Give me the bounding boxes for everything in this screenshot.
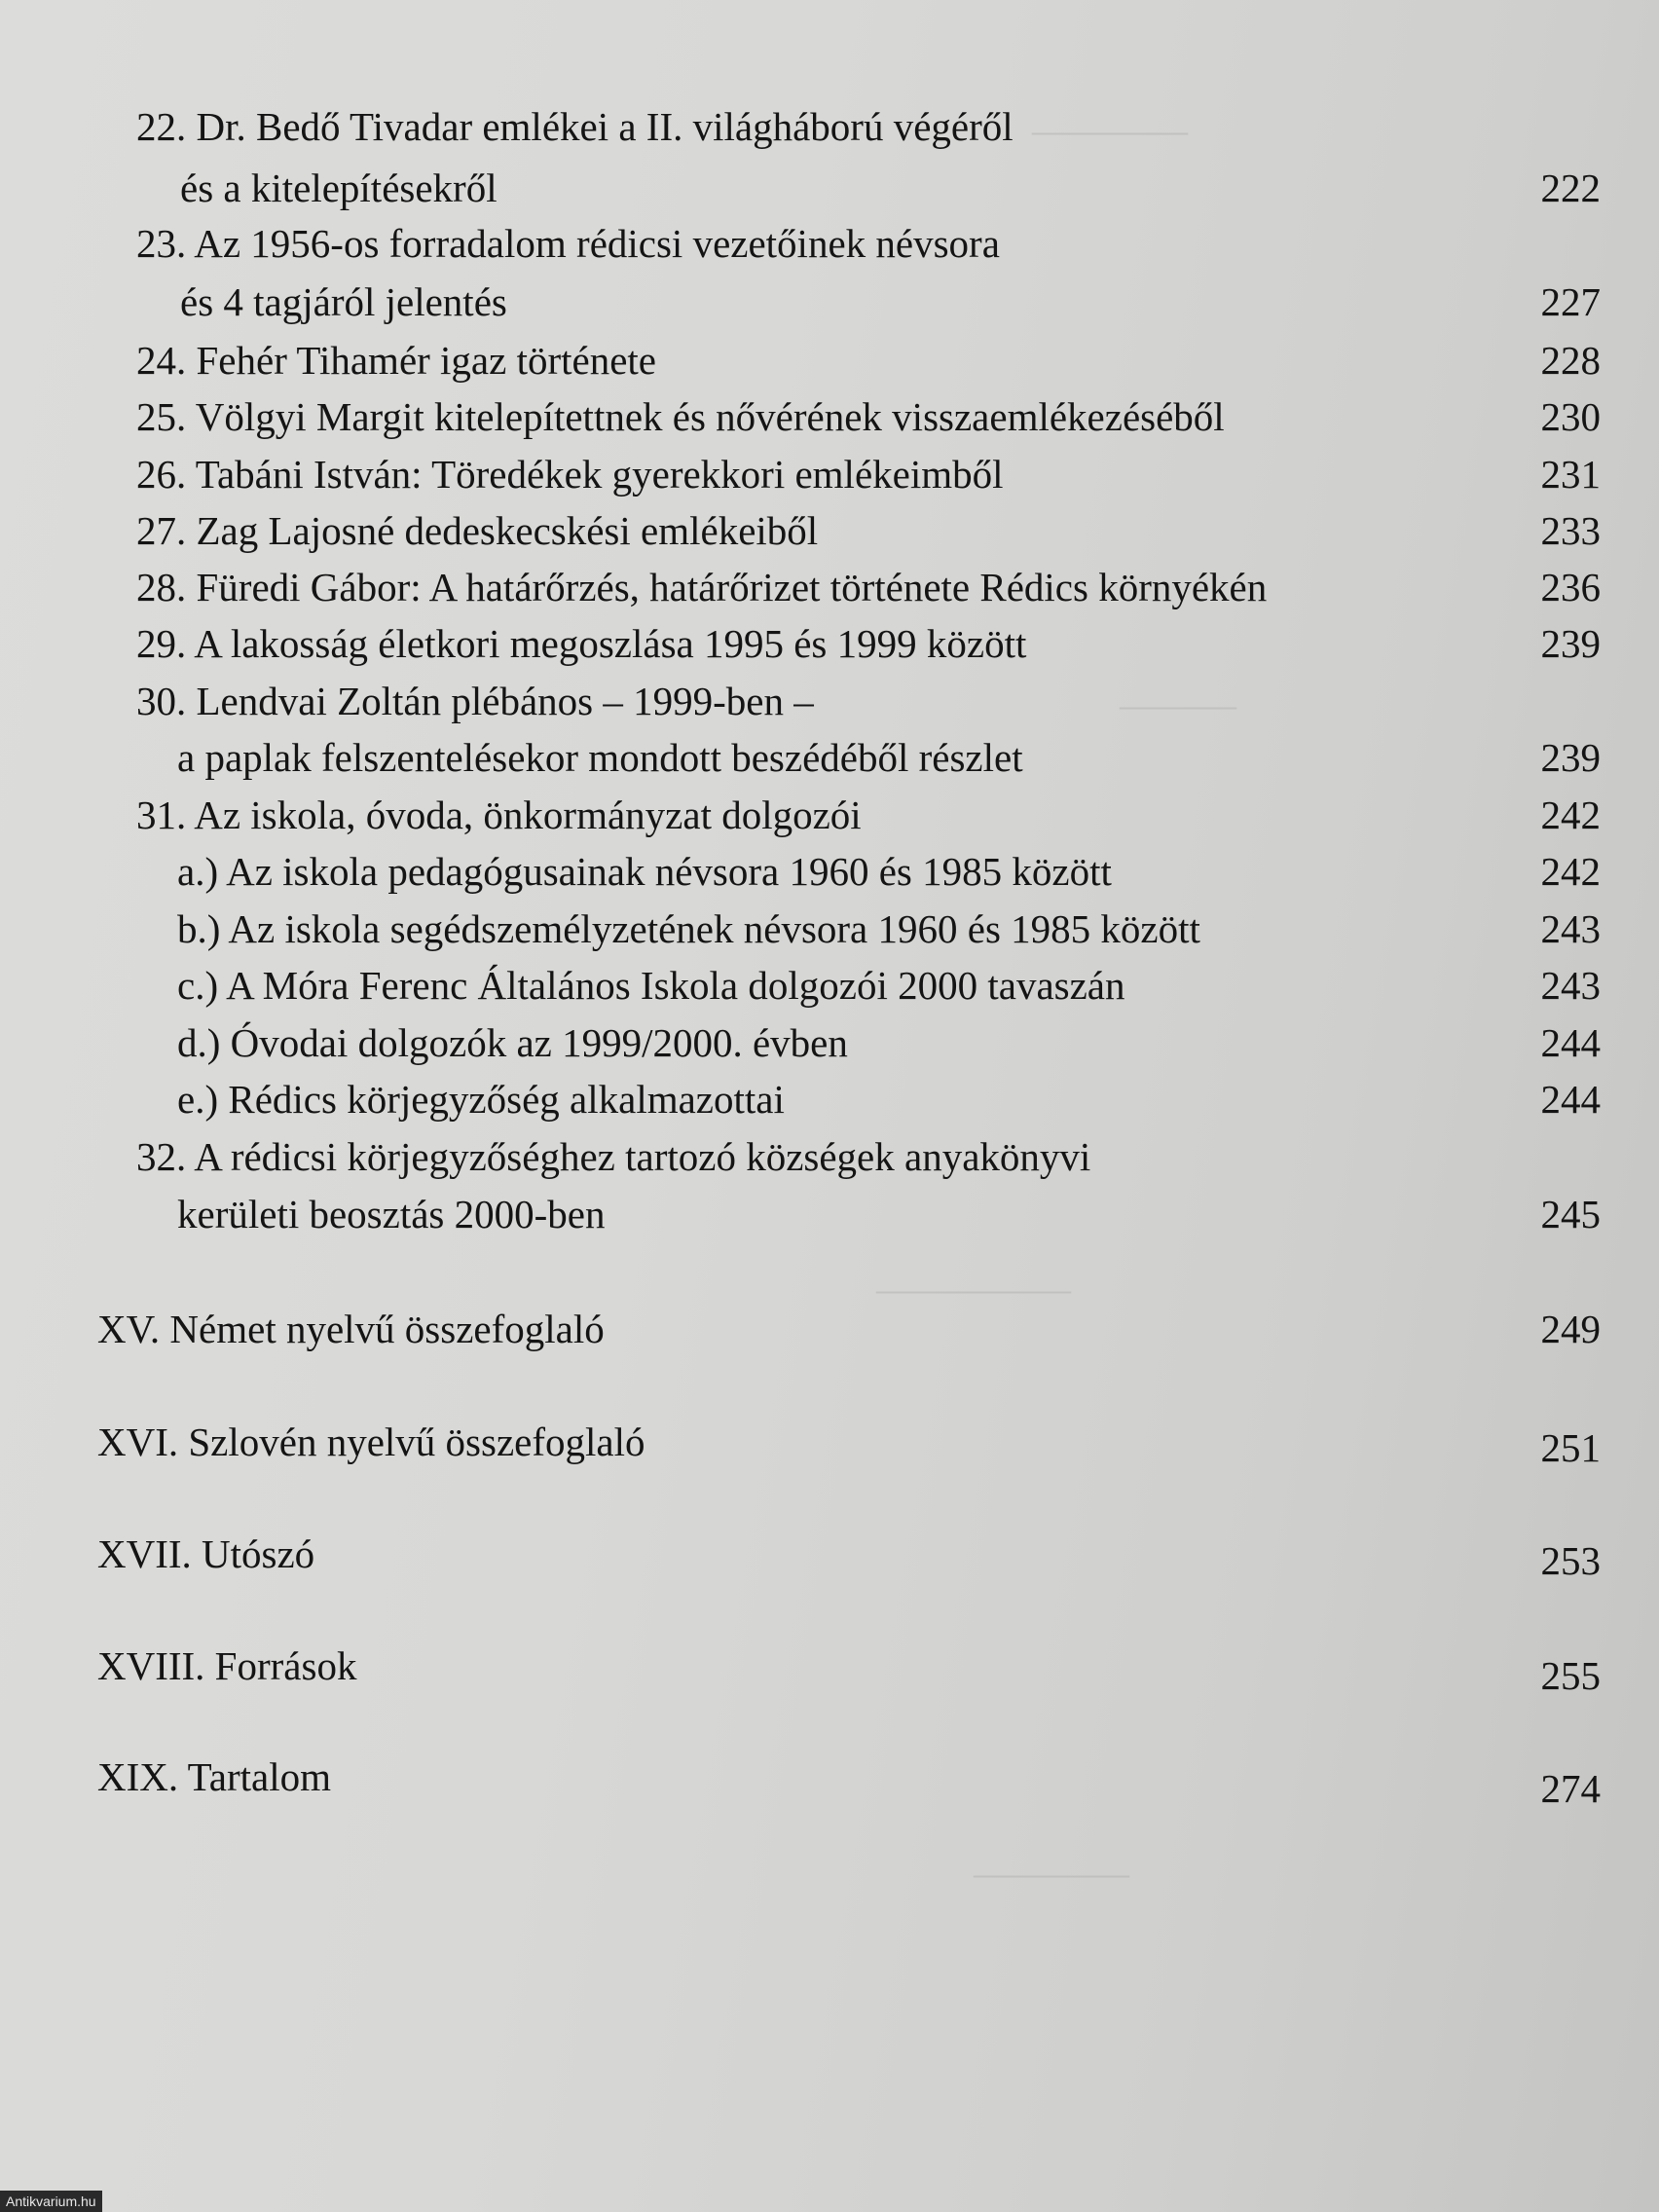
toc-section-xviii-page: 255 bbox=[1540, 1653, 1601, 1698]
toc-section-xvii-page: 253 bbox=[1540, 1538, 1601, 1583]
toc-section-xvii-title: XVII. Utószó bbox=[97, 1531, 315, 1576]
toc-entry-25-title: 25. Völgyi Margit kitelepítettnek és nővérének visszaemlékezéséből bbox=[136, 394, 1225, 439]
toc-entry-22-page: 222 bbox=[1540, 166, 1601, 210]
toc-subentry-31c-page: 243 bbox=[1540, 963, 1601, 1008]
toc-entry-30-title: 30. Lendvai Zoltán plébános – 1999-ben – bbox=[136, 679, 814, 723]
show-through-decoration: ———— bbox=[974, 1851, 1129, 1895]
toc-subentry-31b-page: 243 bbox=[1540, 906, 1601, 951]
toc-section-xvi-page: 251 bbox=[1540, 1425, 1601, 1470]
toc-entry-24-title: 24. Fehér Tihamér igaz története bbox=[136, 338, 657, 383]
toc-section-xviii-title: XVIII. Források bbox=[97, 1643, 357, 1688]
toc-entry-32-title: 32. A rédicsi körjegyzőséghez tartozó községek anyakönyvi bbox=[136, 1134, 1091, 1179]
toc-entry-29-page: 239 bbox=[1540, 621, 1601, 666]
toc-entry-26-title: 26. Tabáni István: Töredékek gyerekkori emlékeimből bbox=[136, 452, 1004, 497]
toc-subentry-31a-page: 242 bbox=[1540, 849, 1601, 894]
show-through-decoration: ————— bbox=[876, 1267, 1071, 1310]
toc-subentry-31c-title: c.) A Móra Ferenc Általános Iskola dolgozói 2000 tavaszán bbox=[177, 963, 1125, 1008]
toc-subentry-31a-title: a.) Az iskola pedagógusainak névsora 1960 és 1985 között bbox=[177, 849, 1112, 894]
toc-subentry-31e-title: e.) Rédics körjegyzőség alkalmazottai bbox=[177, 1077, 785, 1122]
toc-entry-27-title: 27. Zag Lajosné dedeskecskési emlékeiből bbox=[136, 508, 819, 553]
toc-subentry-31b-title: b.) Az iskola segédszemélyzetének névsora 1960 és 1985 között bbox=[177, 906, 1200, 951]
toc-entry-23-title: 23. Az 1956-os forradalom rédicsi vezetőinek névsora bbox=[136, 221, 1000, 266]
toc-entry-26-page: 231 bbox=[1540, 452, 1601, 497]
toc-entry-28-title: 28. Füredi Gábor: A határőrzés, határőrizet története Rédics környékén bbox=[136, 565, 1268, 609]
toc-section-xix-page: 274 bbox=[1540, 1766, 1601, 1811]
toc-entry-24-page: 228 bbox=[1540, 338, 1601, 383]
toc-subentry-31d-title: d.) Óvodai dolgozók az 1999/2000. évben bbox=[177, 1020, 848, 1065]
toc-entry-32-title-cont: kerületi beosztás 2000-ben bbox=[177, 1192, 606, 1236]
toc-entry-29-title: 29. A lakosság életkori megoszlása 1995 és 1999 között bbox=[136, 621, 1027, 666]
toc-subentry-31e-page: 244 bbox=[1540, 1077, 1601, 1122]
show-through-decoration: ———— bbox=[1032, 108, 1188, 152]
toc-entry-22-title-cont: és a kitelepítésekről bbox=[180, 166, 498, 210]
toc-section-xix-title: XIX. Tartalom bbox=[97, 1754, 332, 1799]
toc-entry-30-title-cont: a paplak felszentelésekor mondott beszédéből részlet bbox=[177, 735, 1023, 780]
toc-entry-27-page: 233 bbox=[1540, 508, 1601, 553]
toc-entry-23-page: 227 bbox=[1540, 279, 1601, 324]
toc-entry-22-title: 22. Dr. Bedő Tivadar emlékei a II. világháború végéről bbox=[136, 104, 1014, 149]
toc-section-xvi-title: XVI. Szlovén nyelvű összefoglaló bbox=[97, 1419, 645, 1464]
watermark: Antikvarium.hu bbox=[0, 2191, 102, 2212]
toc-subentry-31d-page: 244 bbox=[1540, 1020, 1601, 1065]
toc-entry-23-title-cont: és 4 tagjáról jelentés bbox=[180, 279, 507, 324]
show-through-decoration: ——— bbox=[1120, 682, 1236, 726]
toc-entry-31-title: 31. Az iskola, óvoda, önkormányzat dolgozói bbox=[136, 793, 862, 837]
toc-entry-31-page: 242 bbox=[1540, 793, 1601, 837]
toc-entry-32-page: 245 bbox=[1540, 1192, 1601, 1236]
toc-entry-28-page: 236 bbox=[1540, 565, 1601, 609]
toc-entry-30-page: 239 bbox=[1540, 735, 1601, 780]
toc-section-xv-page: 249 bbox=[1540, 1307, 1601, 1351]
toc-section-xv-title: XV. Német nyelvű összefoglaló bbox=[97, 1307, 605, 1351]
toc-entry-25-page: 230 bbox=[1540, 394, 1601, 439]
